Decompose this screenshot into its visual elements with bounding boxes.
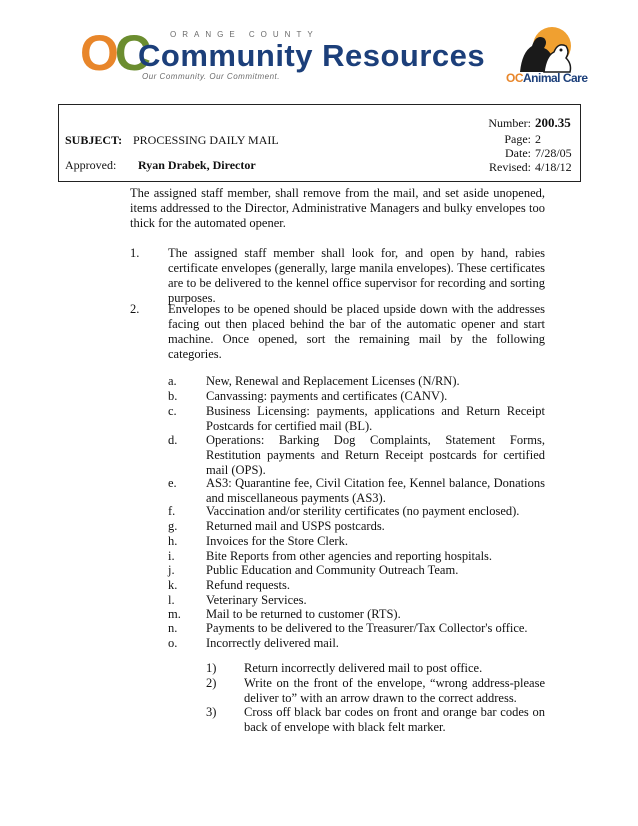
category-item: Canvassing: payments and certificates (CANV). bbox=[206, 389, 448, 403]
category-item: Bite Reports from other agencies and reporting hospitals. bbox=[206, 549, 493, 563]
number-label: Number: bbox=[488, 116, 531, 130]
category-letter: j. bbox=[168, 563, 175, 577]
category-item: Returned mail and USPS postcards. bbox=[206, 519, 385, 533]
category-item: Incorrectly delivered mail. bbox=[206, 636, 339, 650]
oc-logo-tagline: Our Community. Our Commitment. bbox=[142, 72, 280, 81]
oc-logo-county: ORANGE COUNTY bbox=[170, 30, 319, 39]
category-item: AS3: Quarantine fee, Civil Citation fee, Kennel balance, Donations and miscellaneous payments (AS3). bbox=[206, 476, 545, 505]
list-item-number: 1. bbox=[130, 246, 140, 260]
category-letter: c. bbox=[168, 404, 177, 418]
category-item: Operations: Barking Dog Complaints, Statement Forms, Restitution payments and Return Receipt postcards for certified mail (OPS). bbox=[206, 433, 545, 477]
oc-logo-mark: OC bbox=[80, 25, 148, 81]
category-letter: o. bbox=[168, 636, 178, 650]
page-value: 2 bbox=[535, 132, 541, 146]
page-label: Page: bbox=[504, 132, 531, 146]
category-letter: b. bbox=[168, 389, 178, 403]
approved-value: Ryan Drabek, Director bbox=[138, 158, 256, 172]
date-value: 7/28/05 bbox=[535, 146, 572, 160]
category-letter: k. bbox=[168, 578, 178, 592]
category-letter: e. bbox=[168, 476, 177, 490]
oc-logo-title: Community Resources bbox=[138, 38, 486, 73]
substep-item: Cross off black bar codes on front and orange bar codes on back of envelope with black felt marker. bbox=[244, 705, 545, 734]
category-letter: l. bbox=[168, 593, 175, 607]
category-letter: d. bbox=[168, 433, 178, 447]
list-item: Envelopes to be opened should be placed upside down with the addresses facing out then placed behind the bar of the automatic opener and start machine. Once opened, sort the remaining mail by the following categories. bbox=[168, 302, 545, 361]
category-letter: g. bbox=[168, 519, 178, 533]
substep-item: Return incorrectly delivered mail to post office. bbox=[244, 661, 483, 675]
category-letter: a. bbox=[168, 374, 177, 388]
category-item: New, Renewal and Replacement Licenses (N/RN). bbox=[206, 374, 460, 388]
category-letter: n. bbox=[168, 621, 178, 635]
substep-number: 2) bbox=[206, 676, 217, 690]
category-item: Payments to be delivered to the Treasurer/Tax Collector's office. bbox=[206, 621, 528, 635]
category-letter: m. bbox=[168, 607, 181, 621]
oc-community-resources-logo bbox=[80, 25, 486, 88]
approved-label: Approved: bbox=[65, 158, 117, 172]
animal-care-wordmark: OCAnimal Care bbox=[506, 71, 588, 85]
substep-number: 3) bbox=[206, 705, 217, 719]
category-item: Veterinary Services. bbox=[206, 593, 307, 607]
category-item: Business Licensing: payments, applications and Return Receipt Postcards for certified mail (BL). bbox=[206, 404, 545, 433]
number-value: 200.35 bbox=[535, 115, 571, 130]
category-item: Public Education and Community Outreach Team. bbox=[206, 563, 459, 577]
subject-label: SUBJECT: bbox=[65, 133, 123, 147]
revised-label: Revised: bbox=[489, 160, 531, 174]
category-letter: h. bbox=[168, 534, 178, 548]
revised-value: 4/18/12 bbox=[535, 160, 572, 174]
category-item: Mail to be returned to customer (RTS). bbox=[206, 607, 401, 621]
list-item: The assigned staff member shall look for, and open by hand, rabies certificate envelopes (generally, large manila envelopes). These certificates are to be delivered to the kennel office supervisor for recording and sorting purposes. bbox=[168, 246, 545, 305]
animal-care-pets-icon bbox=[514, 26, 576, 74]
category-item: Refund requests. bbox=[206, 578, 291, 592]
category-letter: f. bbox=[168, 504, 176, 518]
substep-item: Write on the front of the envelope, “wrong address-please deliver to” with an arrow drawn to the correct address. bbox=[244, 676, 545, 705]
intro-paragraph: The assigned staff member, shall remove from the mail, and set aside unopened, items addressed to the Director, Administrative Managers and bulky envelopes too thick for the automated opener. bbox=[130, 186, 545, 230]
list-item-number: 2. bbox=[130, 302, 140, 316]
subject-value: PROCESSING DAILY MAIL bbox=[133, 133, 279, 147]
date-label: Date: bbox=[505, 146, 531, 160]
oc-animal-care-logo bbox=[500, 24, 590, 90]
category-item: Vaccination and/or sterility certificates (no payment enclosed). bbox=[206, 504, 520, 518]
category-item: Invoices for the Store Clerk. bbox=[206, 534, 348, 548]
policy-info-box bbox=[58, 104, 581, 182]
category-letter: i. bbox=[168, 549, 175, 563]
substep-number: 1) bbox=[206, 661, 217, 675]
